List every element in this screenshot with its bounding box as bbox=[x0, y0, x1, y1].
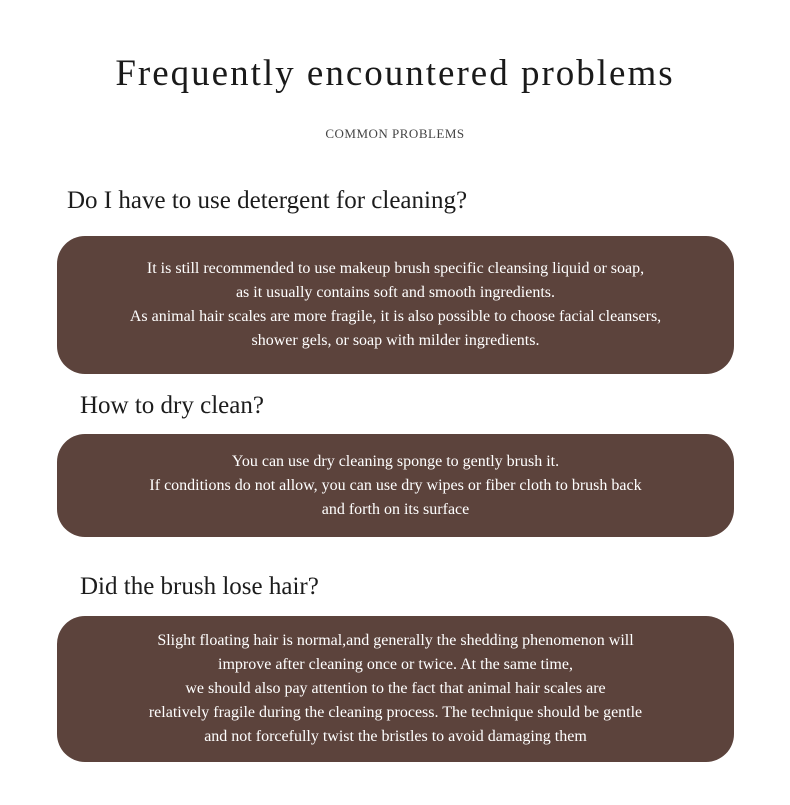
page-title: Frequently encountered problems bbox=[115, 53, 675, 94]
faq-answer-lose-hair bbox=[57, 616, 734, 762]
answer-line: You can use dry cleaning sponge to gently brush it. bbox=[231, 452, 560, 470]
faq-answer-detergent bbox=[57, 236, 734, 374]
faq-question-detergent: Do I have to use detergent for cleaning? bbox=[67, 187, 468, 214]
answer-line: relatively fragile during the cleaning process. The technique should be gentle bbox=[148, 704, 643, 721]
answer-line: shower gels, or soap with milder ingredients. bbox=[251, 332, 540, 349]
faq-answer-dry-clean bbox=[57, 434, 734, 537]
answer-line: improve after cleaning once or twice. At the same time, bbox=[218, 656, 573, 673]
answer-line: If conditions do not allow, you can use dry wipes or fiber cloth to brush back bbox=[149, 476, 642, 494]
answer-line: as it usually contains soft and smooth ingredients. bbox=[235, 284, 556, 301]
faq-question-lose-hair: Did the brush lose hair? bbox=[80, 573, 319, 600]
page-subtitle: COMMON PROBLEMS bbox=[325, 126, 465, 141]
answer-line: and not forcefully twist the bristles to avoid damaging them bbox=[204, 728, 587, 745]
answer-line: Slight floating hair is normal,and generally the shedding phenomenon will bbox=[157, 632, 634, 649]
faq-question-dry-clean: How to dry clean? bbox=[80, 392, 264, 419]
answer-line: It is still recommended to use makeup brush specific cleansing liquid or soap, bbox=[146, 260, 645, 277]
answer-line: we should also pay attention to the fact that animal hair scales are bbox=[185, 680, 606, 697]
answer-line: As animal hair scales are more fragile, it is also possible to choose facial cleansers, bbox=[129, 308, 662, 325]
answer-line: and forth on its surface bbox=[321, 500, 470, 518]
